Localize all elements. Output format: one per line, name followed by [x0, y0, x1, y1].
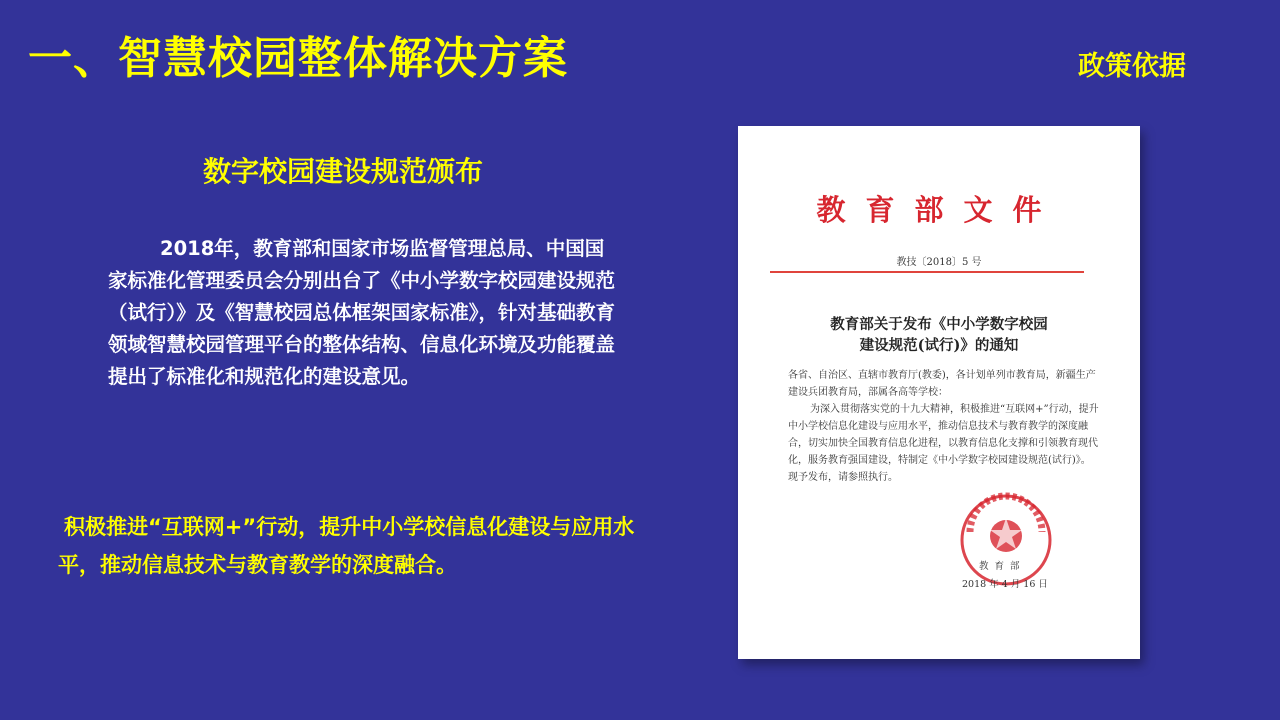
document-signer: 教育部 — [979, 561, 1026, 572]
document-title — [778, 314, 1100, 356]
document-body — [788, 367, 1100, 486]
document-title-line-2: 建设规范(试行)》的通知 — [859, 337, 1019, 354]
page-title: 一、智慧校园整体解决方案 — [28, 33, 568, 84]
document-heading: 教育部文件 — [816, 193, 1062, 227]
document-text: 为深入贯彻落实党的十九大精神，积极推进“互联网+”行动，提升中小学校信息化建设与应用水平，推动信息技术与教育教学的深度融合，切实加快全国教育信息化进程，以教育信息化支撑和引领教育现代化，服务教育强国建设，特制定《中小学数字校园建设规范(试行)》。现予发布，请参照执行。 — [788, 404, 1099, 483]
document-title-line-1: 教育部关于发布《中小学数字校园 — [830, 316, 1048, 333]
document-number: 教技〔2018〕5 号 — [896, 257, 982, 268]
document-addressee: 各省、自治区、直辖市教育厅(教委)，各计划单列市教育局，新疆生产建设兵团教育局，部属各高等学校： — [788, 370, 1096, 398]
highlight-statement: 积极推进“互联网+”行动，提升中小学校信息化建设与应用水平，推动信息技术与教育教学的深度融合。 — [58, 515, 635, 577]
section-tag: 政策依据 — [1078, 51, 1186, 82]
official-seal-icon — [952, 492, 1060, 588]
document-divider — [770, 271, 1084, 273]
section-subtitle: 数字校园建设规范颁布 — [203, 155, 484, 188]
policy-paragraph: 2018年，教育部和国家市场监督管理总局、中国国家标准化管理委员会分别出台了《中小学数字校园建设规范（试行）》及《智慧校园总体框架国家标准》，针对基础教育领域智慧校园管理平台的整体结构、信息化环境及功能覆盖提出了标准化和规范化的建设意见。 — [108, 237, 616, 388]
document-date: 2018 年 4 月 16 日 — [962, 579, 1048, 590]
policy-document-image — [738, 126, 1140, 659]
